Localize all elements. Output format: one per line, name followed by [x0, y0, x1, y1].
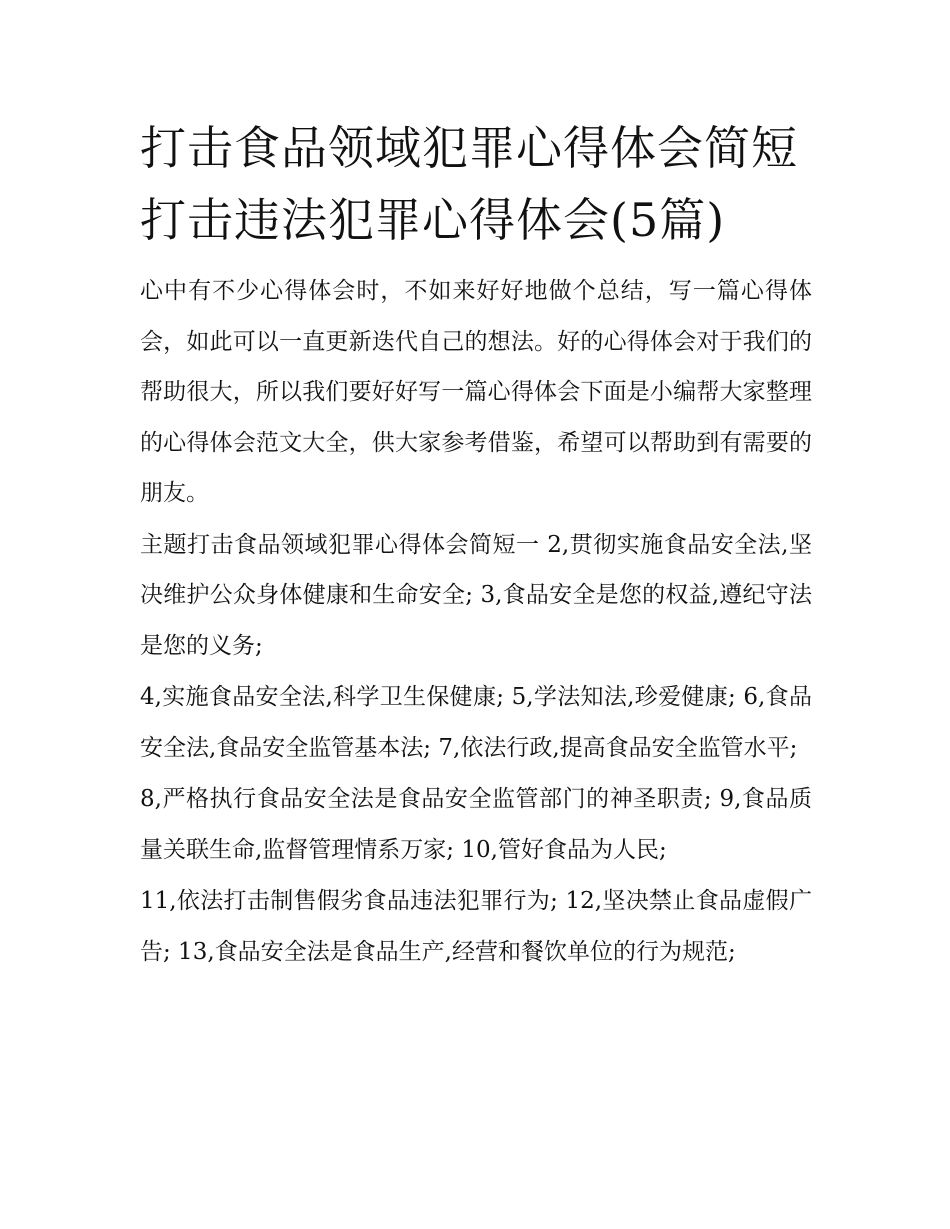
- body-paragraph-2: 4,实施食品安全法,科学卫生保健康; 5,学法知法,珍爱健康; 6,食品安全法,食品安全监管基本法; 7,依法行政,提高食品安全监管水平;: [140, 684, 812, 761]
- body-paragraph-3: 8,严格执行食品安全法是食品安全监管部门的神圣职责; 9,食品质量关联生命,监督管理情系万家; 10,管好食品为人民;: [140, 786, 812, 863]
- document-title: 打击食品领域犯罪心得体会简短 打击违法犯罪心得体会(5篇): [140, 121, 798, 247]
- body-paragraph-4: 11,依法打击制售假劣食品违法犯罪行为; 12,坚决禁止食品虚假广告; 13,食品安全法是食品生产,经营和餐饮单位的行为规范;: [140, 888, 812, 965]
- intro-paragraph: 心中有不少心得体会时，不如来好好地做个总结，写一篇心得体会，如此可以一直更新迭代自己的想法。好的心得体会对于我们的帮助很大，所以我们要好好写一篇心得体会下面是小编帮大家整理的心得体会范文大全，供大家参考借鉴，希望可以帮助到有需要的朋友。: [140, 278, 812, 506]
- document-page: [140, 112, 812, 978]
- body-paragraph-1: 主题打击食品领域犯罪心得体会简短一 2,贯彻实施食品安全法,坚决维护公众身体健康和生命安全; 3,食品安全是您的权益,遵纪守法是您的义务;: [140, 531, 812, 659]
